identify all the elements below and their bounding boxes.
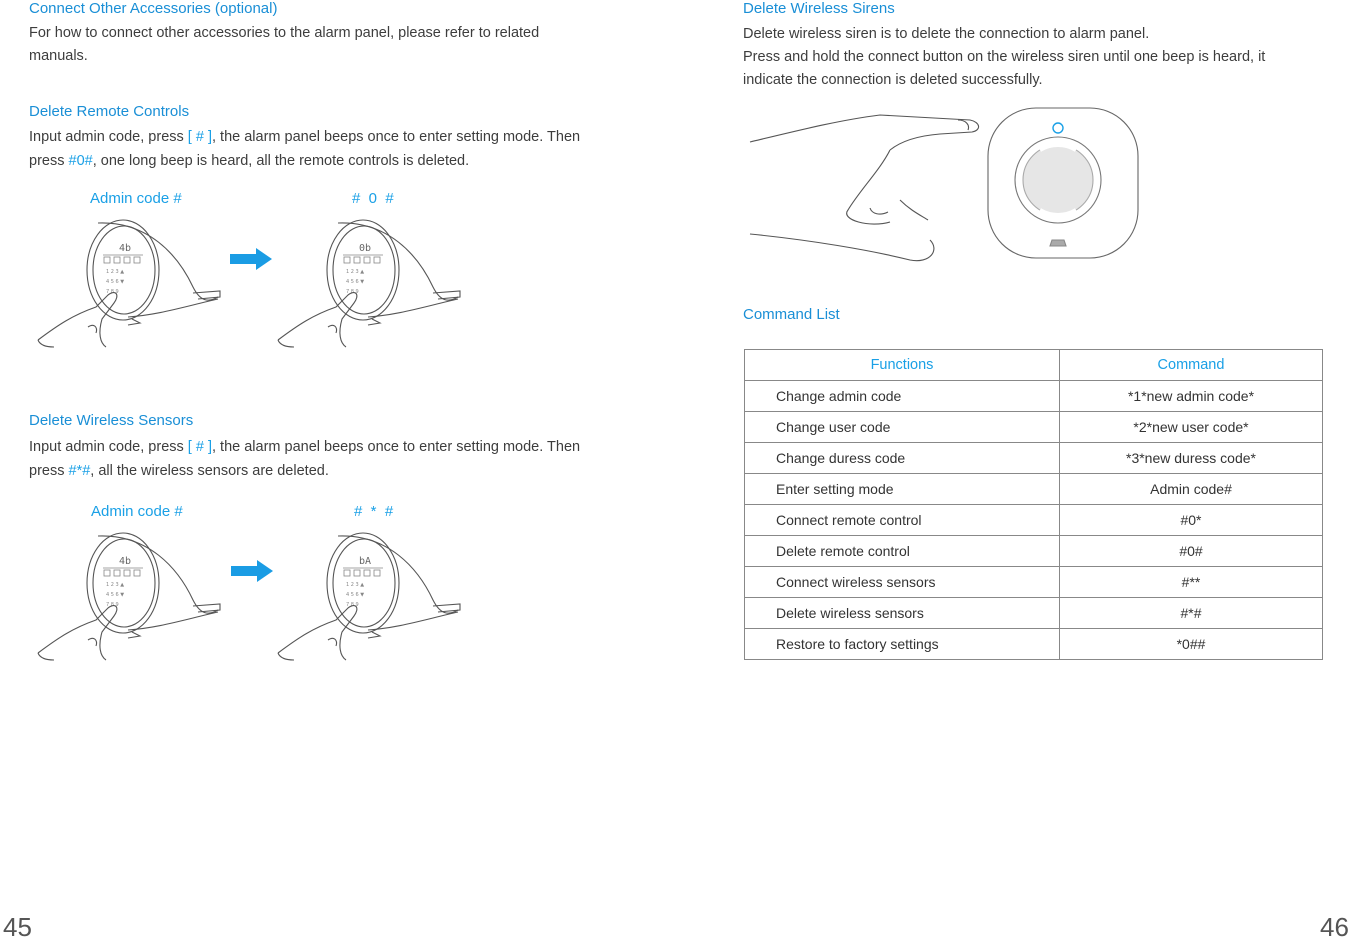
siren-press-illustration — [740, 100, 1140, 270]
remote-admin-code-label: Admin code # — [90, 190, 182, 207]
delete-sirens-heading: Delete Wireless Sirens — [743, 0, 895, 17]
arrow-right-icon — [231, 560, 273, 582]
table-row — [745, 381, 1323, 412]
table-row — [745, 598, 1323, 629]
command-cell: *1*new admin code* — [1060, 381, 1323, 412]
command-cell: #*# — [1060, 598, 1323, 629]
delete-sensors-text-line1 — [29, 436, 580, 459]
table-row — [745, 629, 1323, 660]
display-readout: 4b — [119, 243, 132, 254]
table-row — [745, 505, 1323, 536]
svg-text:4 5 6 ▼: 4 5 6 ▼ — [346, 279, 365, 285]
svg-text:4 5 6 ▼: 4 5 6 ▼ — [106, 279, 125, 285]
delete-sensors-text-line2 — [29, 460, 329, 483]
table-row — [745, 443, 1323, 474]
delete-sensors-heading: Delete Wireless Sensors — [29, 412, 194, 429]
command-cell: #** — [1060, 567, 1323, 598]
function-cell: Delete wireless sensors — [745, 598, 1060, 629]
display-readout: 4b — [119, 556, 132, 567]
command-cell: Admin code# — [1060, 474, 1323, 505]
function-cell: Enter setting mode — [745, 474, 1060, 505]
svg-text:1 2 3 ▲: 1 2 3 ▲ — [106, 269, 125, 275]
table-row — [745, 412, 1323, 443]
table-header-functions: Functions — [745, 350, 1060, 381]
text-segment: Input admin code, press — [29, 129, 188, 145]
command-table — [744, 349, 1323, 660]
table-header-command: Command — [1060, 350, 1323, 381]
svg-text:7 8 9: 7 8 9 — [346, 602, 359, 608]
hash-key-highlight: [ # ] — [187, 129, 212, 145]
function-cell: Restore to factory settings — [745, 629, 1060, 660]
text-segment: Input admin code, press — [29, 439, 188, 455]
command-cell: *3*new duress code* — [1060, 443, 1323, 474]
alarm-panel-illustration — [28, 528, 228, 668]
hash-key-highlight: [ # ] — [187, 439, 212, 455]
command-cell: #0# — [1060, 536, 1323, 567]
text-segment: press — [29, 153, 69, 169]
svg-text:7 8 9: 7 8 9 — [346, 289, 359, 295]
sensors-admin-code-label: Admin code # — [91, 503, 183, 520]
sensors-command-label: # * # — [354, 503, 394, 520]
svg-text:4 5 6 ▼: 4 5 6 ▼ — [346, 592, 365, 598]
text-segment: , the alarm panel beeps once to enter setting mode. Then — [211, 129, 581, 145]
connect-accessories-heading: Connect Other Accessories (optional) — [29, 0, 278, 17]
table-header-row — [745, 350, 1323, 381]
text-segment: , the alarm panel beeps once to enter setting mode. Then — [211, 439, 581, 455]
svg-text:4 5 6 ▼: 4 5 6 ▼ — [106, 592, 125, 598]
command-cell: *2*new user code* — [1060, 412, 1323, 443]
arrow-right-icon — [230, 248, 272, 270]
command-highlight: #*# — [68, 463, 91, 479]
connect-accessories-text-line2: manuals. — [29, 48, 88, 64]
text-segment: press — [29, 463, 69, 479]
table-row — [745, 474, 1323, 505]
display-readout: bA — [359, 556, 372, 567]
svg-text:1 2 3 ▲: 1 2 3 ▲ — [346, 269, 365, 275]
page-number-left: 45 — [3, 912, 32, 942]
function-cell: Delete remote control — [745, 536, 1060, 567]
delete-sirens-text-line3: indicate the connection is deleted successfully. — [743, 72, 1043, 88]
function-cell: Connect wireless sensors — [745, 567, 1060, 598]
delete-remote-text-line2 — [29, 150, 469, 173]
connect-accessories-text-line1: For how to connect other accessories to the alarm panel, please refer to related — [29, 25, 540, 41]
command-cell: #0* — [1060, 505, 1323, 536]
command-cell: *0## — [1060, 629, 1323, 660]
svg-text:1 2 3 ▲: 1 2 3 ▲ — [106, 582, 125, 588]
delete-sirens-text-line2: Press and hold the connect button on the wireless siren until one beep is heard, it — [743, 49, 1266, 65]
delete-sirens-text-line1: Delete wireless siren is to delete the connection to alarm panel. — [743, 26, 1150, 42]
command-highlight: #0# — [68, 153, 93, 169]
svg-text:7 8 9: 7 8 9 — [106, 289, 119, 295]
page-number-right: 46 — [1320, 912, 1349, 942]
svg-text:7 8 9: 7 8 9 — [106, 602, 119, 608]
function-cell: Connect remote control — [745, 505, 1060, 536]
command-list-heading: Command List — [743, 306, 840, 323]
text-segment: , one long beep is heard, all the remote controls is deleted. — [92, 153, 470, 169]
function-cell: Change duress code — [745, 443, 1060, 474]
alarm-panel-illustration — [268, 215, 468, 355]
alarm-panel-illustration — [28, 215, 228, 355]
function-cell: Change user code — [745, 412, 1060, 443]
alarm-panel-illustration — [268, 528, 468, 668]
delete-remote-heading: Delete Remote Controls — [29, 103, 190, 120]
remote-command-label: # 0 # — [352, 190, 394, 207]
table-row — [745, 536, 1323, 567]
display-readout: 0b — [359, 243, 372, 254]
text-segment: , all the wireless sensors are deleted. — [90, 463, 329, 479]
function-cell: Change admin code — [745, 381, 1060, 412]
table-row — [745, 567, 1323, 598]
delete-remote-text-line1 — [29, 126, 580, 149]
svg-text:1 2 3 ▲: 1 2 3 ▲ — [346, 582, 365, 588]
